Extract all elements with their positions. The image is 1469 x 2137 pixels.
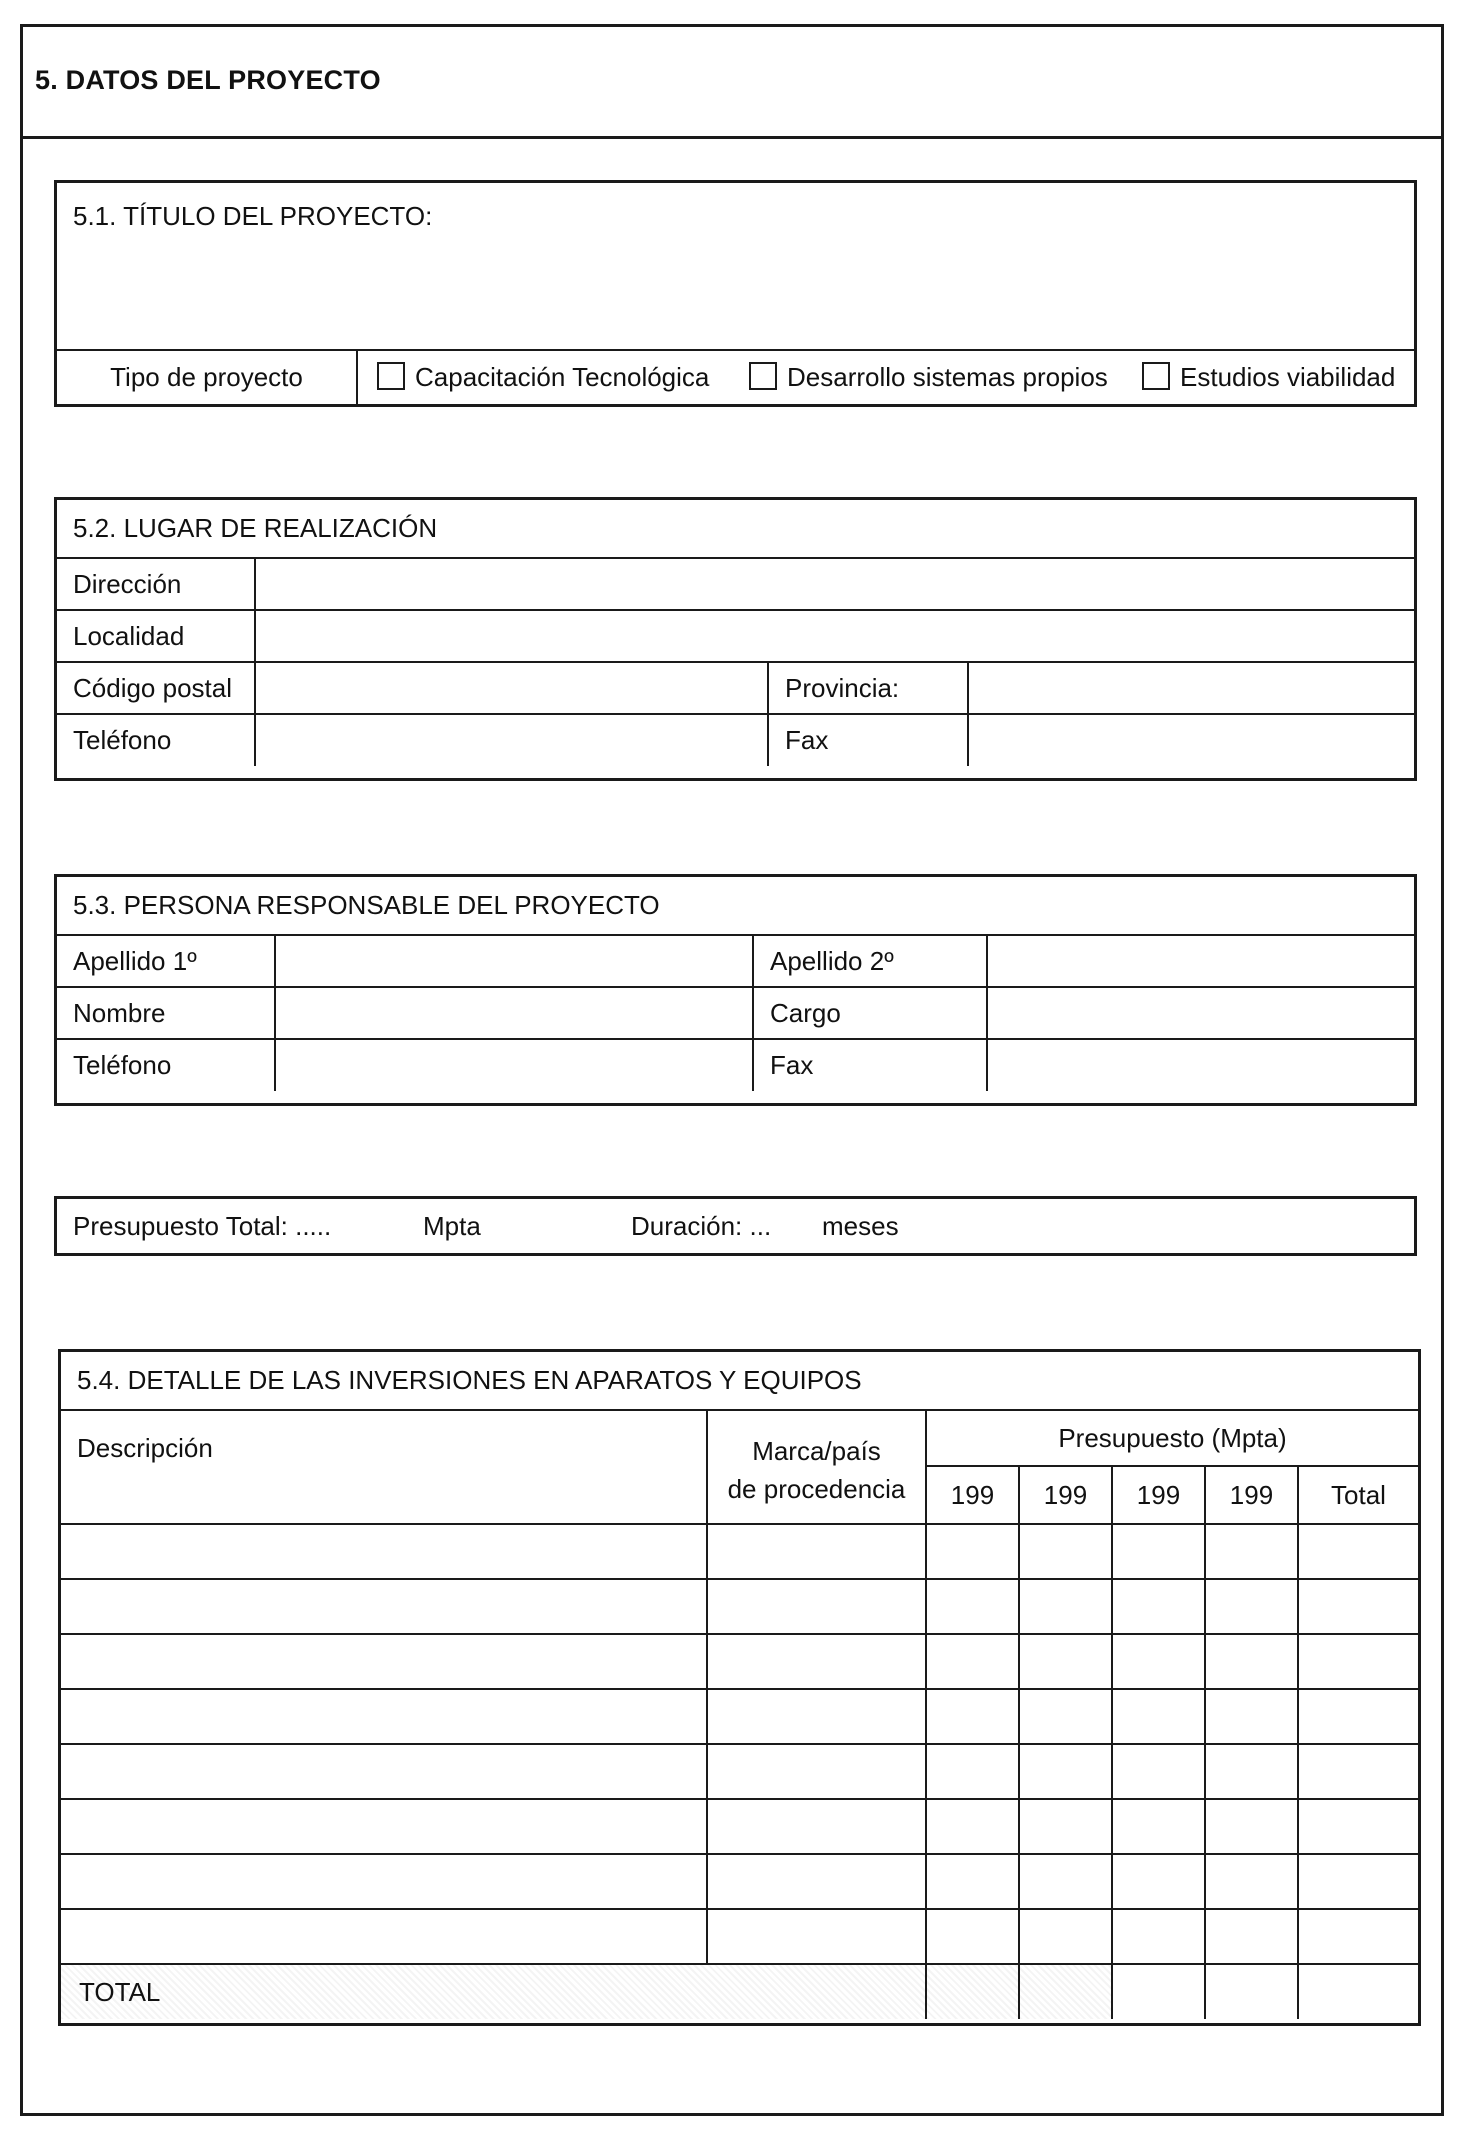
table-row — [61, 1579, 1418, 1634]
option-desarrollo[interactable] — [749, 362, 1108, 393]
amount-cell[interactable] — [1205, 1579, 1298, 1634]
option-label: Estudios viabilidad — [1180, 362, 1396, 392]
amount-cell[interactable] — [1112, 1854, 1205, 1909]
header-bar — [23, 27, 1441, 139]
marca-cell[interactable] — [707, 1854, 926, 1909]
project-title-field[interactable] — [57, 183, 1414, 351]
apellido2-label: Apellido 2º — [753, 935, 987, 987]
total-cell[interactable] — [1298, 1854, 1418, 1909]
amount-cell[interactable] — [1112, 1964, 1205, 2019]
fax-field[interactable] — [968, 714, 1414, 766]
section-titulo-proyecto — [54, 180, 1417, 407]
total-cell[interactable] — [1298, 1579, 1418, 1634]
option-label: Desarrollo sistemas propios — [787, 362, 1108, 392]
marca-cell[interactable] — [707, 1634, 926, 1689]
telefono-label: Teléfono — [57, 714, 255, 766]
investments-table — [61, 1352, 1418, 2019]
marca-cell[interactable] — [707, 1579, 926, 1634]
marca-header — [707, 1410, 926, 1524]
total-cell[interactable] — [1298, 1634, 1418, 1689]
amount-cell[interactable] — [1205, 1909, 1298, 1964]
cargo-field[interactable] — [987, 987, 1414, 1039]
amount-cell[interactable] — [926, 1799, 1019, 1854]
year-header: 199 — [1205, 1466, 1298, 1524]
total-cell[interactable] — [1298, 1909, 1418, 1964]
responsible-table — [57, 877, 1414, 1091]
direccion-field[interactable] — [255, 558, 1414, 610]
year-header: 199 — [1019, 1466, 1112, 1524]
nombre-field[interactable] — [275, 987, 753, 1039]
amount-cell[interactable] — [1112, 1689, 1205, 1744]
descripcion-cell[interactable] — [61, 1579, 707, 1634]
amount-cell[interactable] — [926, 1854, 1019, 1909]
fax-label: Fax — [753, 1039, 987, 1091]
section-title: 5.1. TÍTULO DEL PROYECTO: — [73, 201, 433, 231]
apellido1-label: Apellido 1º — [57, 935, 275, 987]
amount-cell[interactable] — [926, 1689, 1019, 1744]
fax-field[interactable] — [987, 1039, 1414, 1091]
amount-cell[interactable] — [1112, 1579, 1205, 1634]
descripcion-cell[interactable] — [61, 1634, 707, 1689]
marca-cell[interactable] — [707, 1909, 926, 1964]
apellido1-field[interactable] — [275, 935, 753, 987]
total-cell[interactable] — [1298, 1964, 1418, 2019]
localidad-field[interactable] — [255, 610, 1414, 662]
section-title: 5.3. PERSONA RESPONSABLE DEL PROYECTO — [57, 877, 1414, 935]
amount-cell[interactable] — [1205, 1524, 1298, 1579]
descripcion-cell[interactable] — [61, 1909, 707, 1964]
apellido2-field[interactable] — [987, 935, 1414, 987]
amount-cell[interactable] — [1019, 1909, 1112, 1964]
marca-cell[interactable] — [707, 1744, 926, 1799]
amount-cell[interactable] — [926, 1909, 1019, 1964]
descripcion-cell[interactable] — [61, 1524, 707, 1579]
codigo-postal-field[interactable] — [255, 662, 768, 714]
table-row — [61, 1854, 1418, 1909]
page-title: 5. DATOS DEL PROYECTO — [35, 65, 381, 95]
cargo-label: Cargo — [753, 987, 987, 1039]
amount-cell[interactable] — [926, 1634, 1019, 1689]
year-header: 199 — [926, 1466, 1019, 1524]
amount-cell[interactable] — [1019, 1854, 1112, 1909]
checkbox-icon[interactable] — [377, 362, 405, 390]
total-header: Total — [1298, 1466, 1418, 1524]
budget-duration-box — [54, 1196, 1417, 1256]
meses-unit: meses — [822, 1210, 899, 1241]
telefono-field[interactable] — [275, 1039, 753, 1091]
amount-cell[interactable] — [926, 1964, 1019, 2019]
provincia-label: Provincia: — [768, 662, 968, 714]
marca-cell[interactable] — [707, 1689, 926, 1744]
table-row — [61, 1744, 1418, 1799]
marca-header-line1: Marca/país — [752, 1436, 881, 1466]
fax-label: Fax — [768, 714, 968, 766]
table-row — [61, 1799, 1418, 1854]
amount-cell[interactable] — [1205, 1799, 1298, 1854]
codigo-postal-label: Código postal — [57, 662, 255, 714]
amount-cell[interactable] — [1019, 1964, 1112, 2019]
amount-cell[interactable] — [1112, 1634, 1205, 1689]
year-header: 199 — [1112, 1466, 1205, 1524]
total-cell[interactable] — [1298, 1799, 1418, 1854]
section-title: 5.2. LUGAR DE REALIZACIÓN — [57, 500, 1414, 558]
descripcion-header: Descripción — [61, 1410, 707, 1524]
option-estudios[interactable] — [1142, 362, 1395, 393]
duracion-label: Duración: ... — [631, 1210, 772, 1241]
marca-header-line2: de procedencia — [727, 1474, 906, 1504]
total-row — [61, 1964, 1418, 2019]
nombre-label: Nombre — [57, 987, 275, 1039]
amount-cell[interactable] — [1112, 1744, 1205, 1799]
amount-cell[interactable] — [1019, 1744, 1112, 1799]
amount-cell[interactable] — [1205, 1744, 1298, 1799]
descripcion-cell[interactable] — [61, 1689, 707, 1744]
total-cell[interactable] — [1298, 1524, 1418, 1579]
amount-cell[interactable] — [926, 1744, 1019, 1799]
amount-cell[interactable] — [1019, 1634, 1112, 1689]
amount-cell[interactable] — [1205, 1854, 1298, 1909]
location-table — [57, 500, 1414, 766]
telefono-label: Teléfono — [57, 1039, 275, 1091]
total-cell[interactable] — [1298, 1744, 1418, 1799]
amount-cell[interactable] — [1019, 1799, 1112, 1854]
marca-cell[interactable] — [707, 1799, 926, 1854]
presupuesto-total-label: Presupuesto Total: ..... — [73, 1210, 332, 1241]
amount-cell[interactable] — [1205, 1689, 1298, 1744]
telefono-field[interactable] — [255, 714, 768, 766]
amount-cell[interactable] — [1112, 1799, 1205, 1854]
amount-cell[interactable] — [926, 1524, 1019, 1579]
amount-cell[interactable] — [1019, 1689, 1112, 1744]
mpta-unit: Mpta — [423, 1210, 481, 1241]
marca-cell[interactable] — [707, 1524, 926, 1579]
descripcion-cell[interactable] — [61, 1854, 707, 1909]
amount-cell[interactable] — [1205, 1634, 1298, 1689]
total-cell[interactable] — [1298, 1689, 1418, 1744]
section-title: 5.4. DETALLE DE LAS INVERSIONES EN APARATOS Y EQUIPOS — [61, 1352, 1418, 1410]
checkbox-icon[interactable] — [1142, 362, 1170, 390]
section-persona-responsable — [54, 874, 1417, 1106]
section-detalle-inversiones — [58, 1349, 1421, 2026]
amount-cell[interactable] — [1019, 1524, 1112, 1579]
provincia-field[interactable] — [968, 662, 1414, 714]
table-row — [61, 1524, 1418, 1579]
total-row-label: TOTAL — [61, 1964, 926, 2019]
presupuesto-header: Presupuesto (Mpta) — [926, 1410, 1418, 1466]
descripcion-cell[interactable] — [61, 1799, 707, 1854]
localidad-label: Localidad — [57, 610, 255, 662]
table-row — [61, 1909, 1418, 1964]
amount-cell[interactable] — [1112, 1524, 1205, 1579]
amount-cell[interactable] — [1205, 1964, 1298, 2019]
table-row — [61, 1634, 1418, 1689]
table-row — [61, 1689, 1418, 1744]
amount-cell[interactable] — [1019, 1579, 1112, 1634]
option-capacitacion[interactable] — [377, 362, 709, 393]
section-lugar-realizacion — [54, 497, 1417, 781]
project-type-label: Tipo de proyecto — [57, 351, 358, 404]
option-label: Capacitación Tecnológica — [415, 362, 710, 392]
checkbox-icon[interactable] — [749, 362, 777, 390]
amount-cell[interactable] — [926, 1579, 1019, 1634]
direccion-label: Dirección — [57, 558, 255, 610]
descripcion-cell[interactable] — [61, 1744, 707, 1799]
amount-cell[interactable] — [1112, 1909, 1205, 1964]
